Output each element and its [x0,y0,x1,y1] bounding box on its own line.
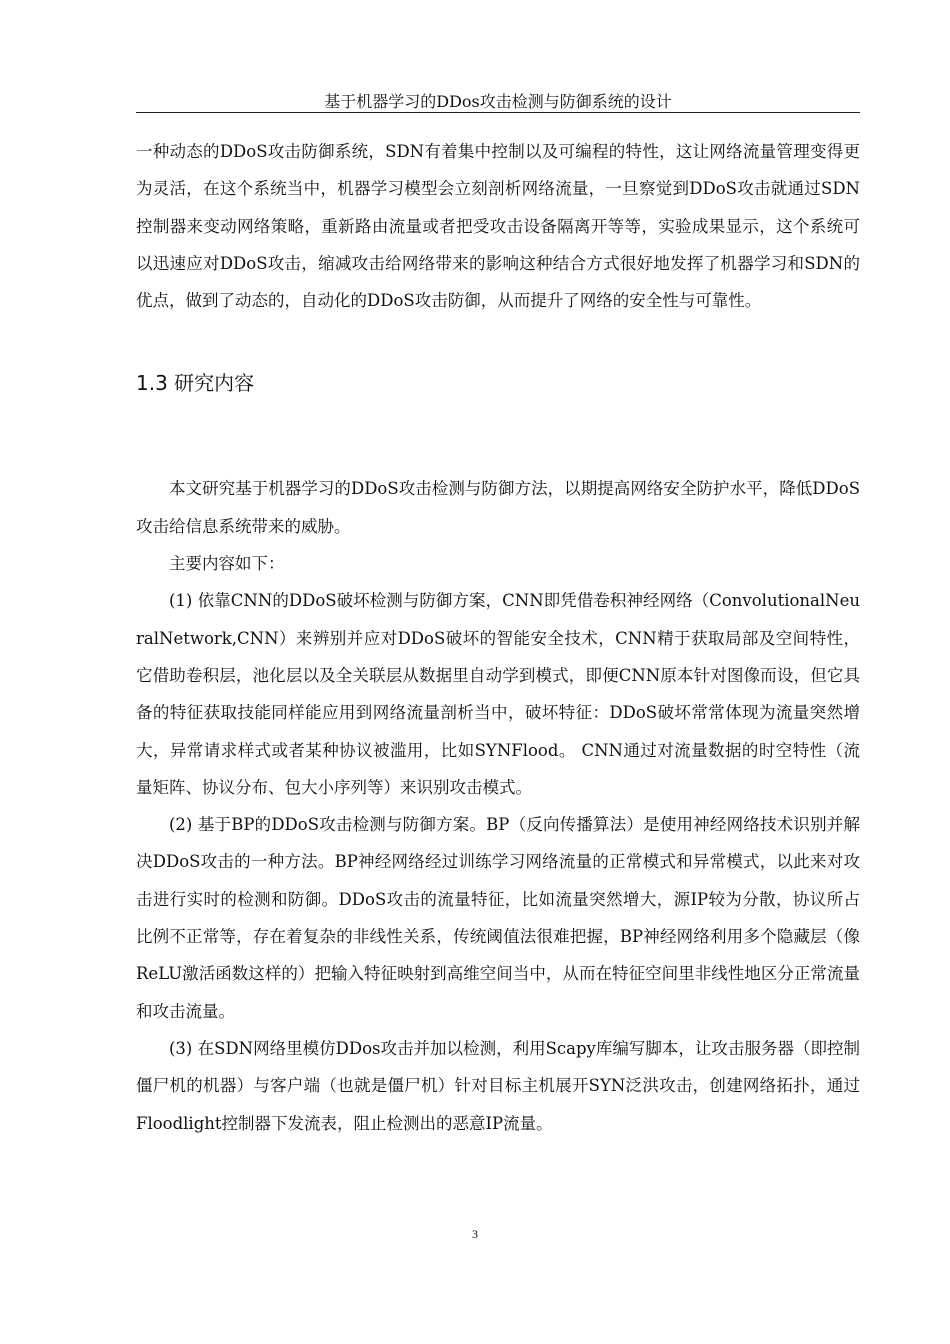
page-number: 3 [472,1227,478,1241]
page-body [136,133,860,1142]
paragraph-aim: 本文研究基于机器学习的DDoS攻击检测与防御方法，以期提高网络安全防护水平，降低DDoS攻击给信息系统带来的威胁。 [136,479,860,536]
paragraph-main-intro: 主要内容如下： [169,554,285,574]
list-item-1: (1) 依靠CNN的DDoS破坏检测与防御方案，CNN即凭借卷积神经网络（ConvolutionalNeuralNetwork,CNN）来辨别并应对DDoS破坏的智能安全技术，CNN精于获取局部及空间特性，它借助卷积层，池化层以及全关联层从数据里自动学到模式，即便CNN原本针对图像而设，但它具备的特征获取技能同样能应用到网络流量剖析当中，破坏特征：DDoS破坏常常体现为流量突然增大，异常请求样式或者某种协议被滥用，比如SYNFlood。 CNN通过对流量数据的时空特性（流量矩阵、协议分布、包大小序列等）来识别攻击模式。 [136,591,860,797]
section-heading: 1.3 研究内容 [136,371,255,396]
spacer-after-heading [136,398,860,470]
list-item-2: (2) 基于BP的DDoS攻击检测与防御方案。BP（反向传播算法）是使用神经网络技术识别并解决DDoS攻击的一种方法。BP神经网络经过训练学习网络流量的正常模式和异常模式，以此来对攻击进行实时的检测和防御。DDoS攻击的流量特征，比如流量突然增大，源IP较为分散，协议所占比例不正常等，存在着复杂的非线性关系，传统阈值法很难把握，BP神经网络利用多个隐藏层（像ReLU激活函数这样的）把输入特征映射到高维空间当中，从而在特征空间里非线性地区分正常流量和攻击流量。 [136,815,860,1021]
spacer-after-intro [136,319,860,368]
running-header: 基于机器学习的DDos攻击检测与防御系统的设计 [324,92,672,111]
paragraph-intro: 一种动态的DDoS攻击防御系统，SDN有着集中控制以及可编程的特性，这让网络流量管理变得更为灵活，在这个系统当中，机器学习模型会立刻剖析网络流量，一旦察觉到DDoS攻击就通过SDN控制器来变动网络策略，重新路由流量或者把受攻击设备隔离开等等，实验成果显示，这个系统可以迅速应对DDoS攻击，缩减攻击给网络带来的影响这种结合方式很好地发挥了机器学习和SDN的优点，做到了动态的，自动化的DDoS攻击防御，从而提升了网络的安全性与可靠性。 [136,142,860,311]
list-item-3: (3) 在SDN网络里模仿DDos攻击并加以检测，利用Scapy库编写脚本，让攻击服务器（即控制僵尸机的机器）与客户端（也就是僵尸机）针对目标主机展开SYN泛洪攻击，创建网络拓扑，通过Floodlight控制器下发流表，阻止检测出的恶意IP流量。 [136,1038,860,1133]
header-rule [136,112,860,113]
